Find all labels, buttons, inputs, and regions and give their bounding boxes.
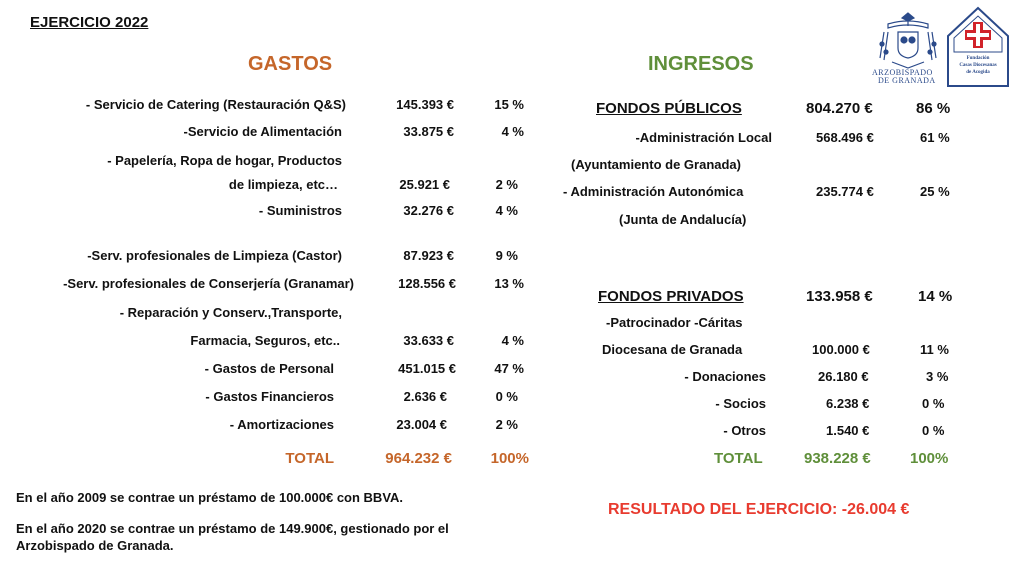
ingresos-total-amount: 938.228 € [804, 450, 871, 467]
fondos-privados-pct: 14 % [918, 288, 953, 305]
gastos-row-amount: 128.556 € [398, 276, 456, 291]
ingresos-heading: INGRESOS [648, 53, 754, 75]
gastos-row-pct: 13 % [494, 276, 524, 291]
ingresos-row-label-line2: Diocesana de Granada [602, 342, 743, 357]
note-loan-2020-line2: Arzobispado de Granada. [16, 538, 174, 553]
ingresos-row-amount: 26.180 € [818, 369, 869, 384]
ingresos-row-pct: 61 % [920, 130, 950, 145]
ingresos-row-amount: 235.774 € [816, 184, 874, 199]
fondos-privados-amount: 133.958 € [806, 288, 873, 305]
ingresos-row-label: -Patrocinador -Cáritas [606, 315, 743, 330]
arzobispado-line1: ARZOBISPADO [872, 68, 933, 77]
ingresos-row-pct: 11 % [920, 342, 949, 357]
ingresos-row-amount: 100.000 € [812, 342, 870, 357]
arzobispado-line2: DE GRANADA [878, 76, 936, 85]
resultado-ejercicio: RESULTADO DEL EJERCICIO: -26.004 € [608, 501, 910, 518]
gastos-row-label: -Servicio de Alimentación [183, 124, 342, 139]
gastos-row-amount: 32.276 € [403, 203, 454, 218]
ingresos-row-amount: 6.238 € [826, 396, 870, 411]
gastos-row-label: - Reparación y Conserv.,Transporte, [119, 305, 342, 320]
ingresos-row-sub: (Junta de Andalucía) [619, 212, 747, 227]
gastos-row-label-line2: de limpieza, etc… [228, 177, 338, 192]
fondos-publicos-amount: 804.270 € [806, 100, 873, 117]
gastos-row-label: -Serv. profesionales de Conserjería (Granamar) [63, 276, 354, 291]
gastos-row-amount: 33.633 € [403, 333, 454, 348]
ingresos-row-amount: 1.540 € [826, 423, 870, 438]
fondos-publicos-pct: 86 % [916, 100, 951, 117]
house-cross-icon [946, 6, 1010, 88]
gastos-row-label: - Amortizaciones [229, 417, 334, 432]
gastos-row-amount: 33.875 € [403, 124, 454, 139]
gastos-row-pct: 4 % [501, 333, 524, 348]
ingresos-row-pct: 0 % [922, 396, 945, 411]
gastos-row-label: - Gastos de Personal [204, 361, 334, 376]
gastos-row-pct: 0 % [495, 389, 518, 404]
fondos-privados-heading: FONDOS PRIVADOS [598, 288, 744, 305]
note-loan-2020: En el año 2020 se contrae un préstamo de 149.900€, gestionado por el [16, 521, 449, 536]
ingresos-row-label: - Socios [715, 396, 766, 411]
gastos-row-amount: 451.015 € [398, 361, 456, 376]
gastos-row-pct: 47 % [494, 361, 524, 376]
gastos-row-pct: 2 % [495, 177, 518, 192]
ingresos-row-label: - Administración Autonómica [563, 184, 744, 199]
gastos-row-label: -Serv. profesionales de Limpieza (Castor) [87, 248, 342, 263]
gastos-row-label: - Servicio de Catering (Restauración Q&S) [85, 97, 346, 112]
gastos-row-pct: 15 % [494, 97, 524, 112]
gastos-row-pct: 9 % [495, 248, 518, 263]
gastos-row-amount: 87.923 € [403, 248, 454, 263]
ingresos-row-pct: 3 % [926, 369, 949, 384]
gastos-row-label: - Suministros [258, 203, 342, 218]
ingresos-row-amount: 568.496 € [816, 130, 874, 145]
fundacion-line1: Fundación [966, 56, 990, 61]
gastos-total-pct: 100% [490, 450, 529, 467]
gastos-row-amount: 23.004 € [396, 417, 447, 432]
gastos-row-pct: 4 % [495, 203, 518, 218]
ingresos-row-label: - Donaciones [684, 369, 766, 384]
ingresos-total-label: TOTAL [714, 450, 763, 467]
gastos-total-label: TOTAL [285, 450, 334, 467]
fundacion-line3: de Acogida [966, 70, 990, 75]
gastos-row-label: - Gastos Financieros [205, 389, 334, 404]
ingresos-row-pct: 0 % [922, 423, 945, 438]
gastos-total-amount: 964.232 € [385, 450, 452, 467]
ingresos-row-pct: 25 % [920, 184, 950, 199]
gastos-heading: GASTOS [248, 53, 333, 75]
gastos-row-label: - Papelería, Ropa de hogar, Productos [107, 153, 342, 168]
gastos-row-label-line2: Farmacia, Seguros, etc.. [190, 333, 340, 348]
fondos-publicos-heading: FONDOS PÚBLICOS [596, 100, 742, 117]
page-title: EJERCICIO 2022 [30, 14, 149, 31]
ingresos-row-sub: (Ayuntamiento de Granada) [571, 157, 741, 172]
ingresos-row-label: - Otros [723, 423, 766, 438]
fundacion-line2: Casas Diocesanas [959, 63, 997, 68]
coat-of-arms-icon [874, 10, 942, 72]
gastos-row-amount: 25.921 € [399, 177, 450, 192]
gastos-row-pct: 2 % [495, 417, 518, 432]
ingresos-row-label: -Administración Local [635, 130, 772, 145]
gastos-row-amount: 145.393 € [396, 97, 454, 112]
ingresos-total-pct: 100% [910, 450, 949, 467]
note-loan-2009: En el año 2009 se contrae un préstamo de 100.000€ con BBVA. [16, 490, 404, 505]
gastos-row-pct: 4 % [501, 124, 524, 139]
gastos-row-amount: 2.636 € [403, 389, 447, 404]
